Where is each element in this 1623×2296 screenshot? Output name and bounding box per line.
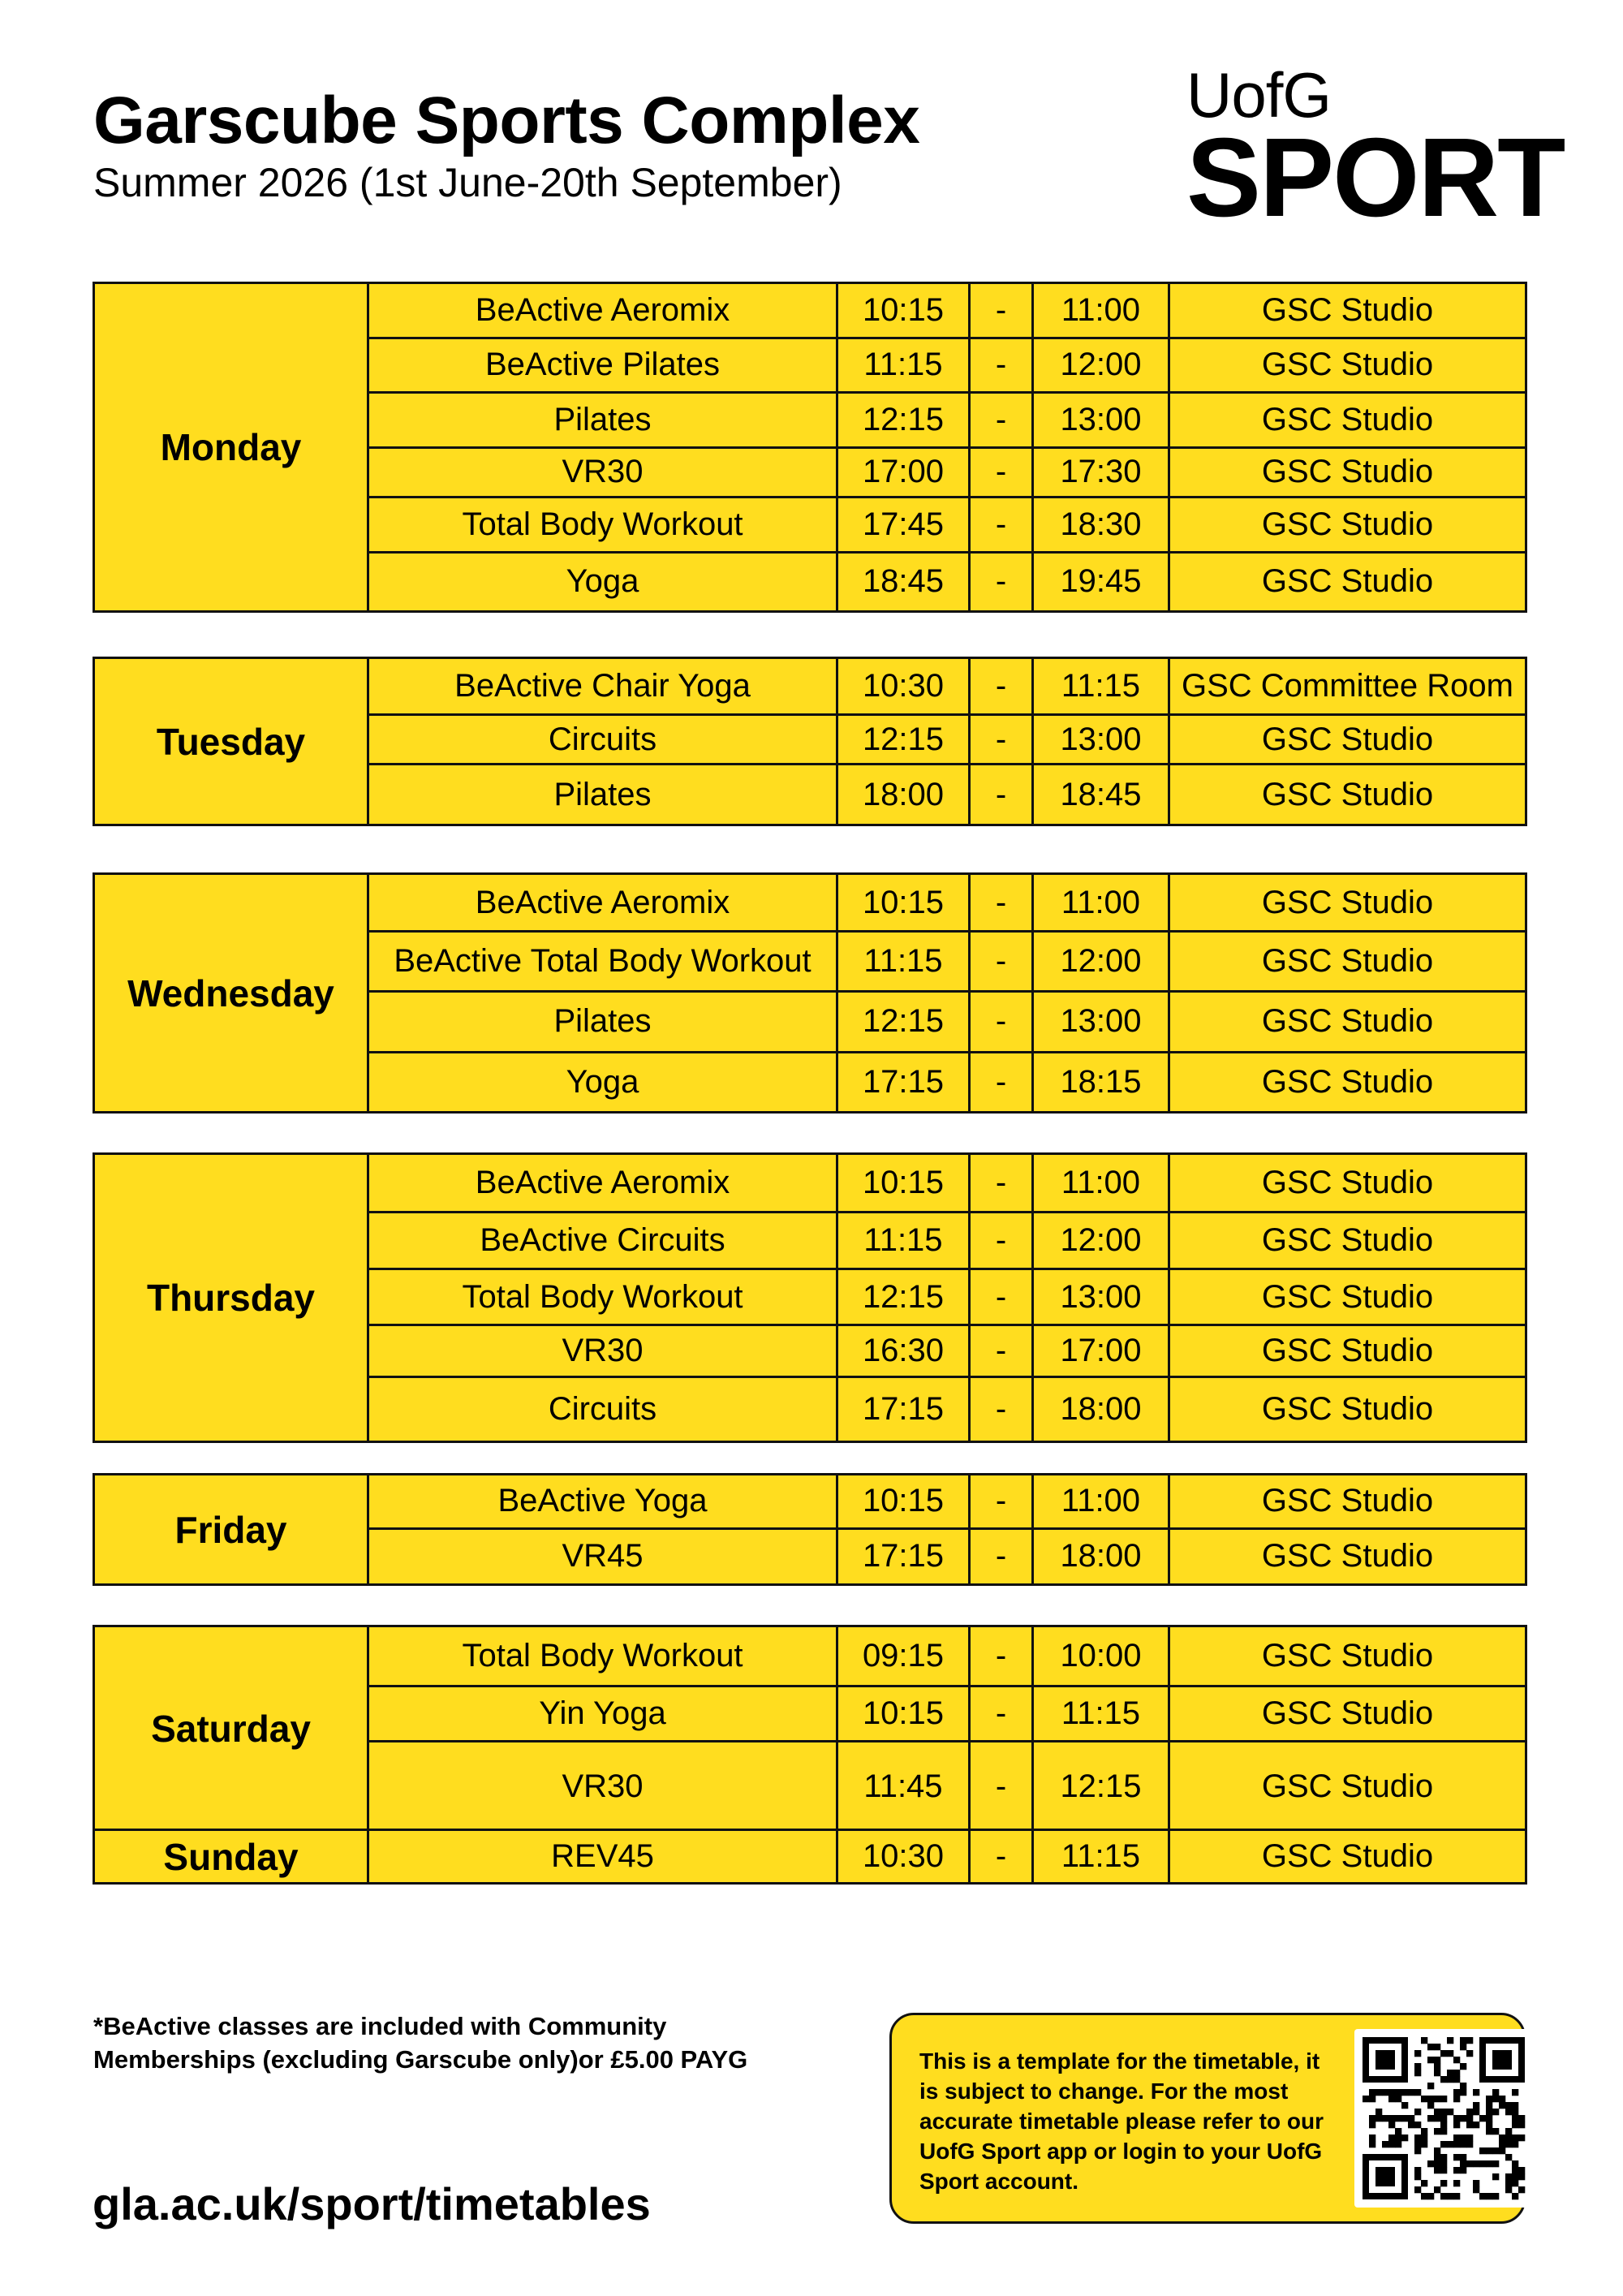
start-time: 10:15: [838, 1687, 971, 1740]
day-block-saturday: [93, 1625, 1527, 1833]
class-name: VR30: [369, 449, 838, 497]
class-location: GSC Studio: [1261, 563, 1434, 600]
class-row: [369, 1740, 1525, 1830]
class-location: GSC Studio: [1261, 291, 1434, 328]
start-time: 10:15: [838, 1475, 971, 1527]
end-time: 11:15: [1034, 659, 1170, 713]
day-name: Tuesday: [95, 659, 369, 824]
end-time: 11:00: [1034, 1475, 1170, 1527]
class-name: Circuits: [369, 716, 838, 763]
class-rows: [369, 284, 1525, 610]
start-time: 12:15: [838, 716, 971, 763]
start-time: 12:15: [838, 394, 971, 446]
end-time: 19:45: [1034, 554, 1170, 610]
start-time: 18:00: [838, 765, 971, 824]
end-time: 10:00: [1034, 1627, 1170, 1685]
end-time: 13:00: [1034, 993, 1170, 1051]
end-time: 18:00: [1034, 1378, 1170, 1441]
time-separator: -: [971, 554, 1034, 610]
class-location: GSC Studio: [1261, 1063, 1434, 1100]
class-row: [369, 763, 1525, 824]
end-time: 11:00: [1034, 875, 1170, 930]
class-row: [369, 1685, 1525, 1740]
class-name: Pilates: [369, 993, 838, 1051]
end-time: 11:15: [1034, 1687, 1170, 1740]
time-separator: -: [971, 1270, 1034, 1324]
start-time: 11:45: [838, 1742, 971, 1830]
start-time: 10:15: [838, 1155, 971, 1211]
class-location: GSC Studio: [1261, 1332, 1434, 1368]
class-row: [369, 1475, 1525, 1527]
start-time: 11:15: [838, 1213, 971, 1268]
qr-code-icon[interactable]: [1354, 2029, 1533, 2208]
class-rows: [369, 875, 1525, 1111]
time-separator: -: [971, 1213, 1034, 1268]
class-name: BeActive Circuits: [369, 1213, 838, 1268]
time-separator: -: [971, 875, 1034, 930]
class-row: [369, 659, 1525, 713]
class-name: Total Body Workout: [369, 1627, 838, 1685]
day-name: Monday: [95, 284, 369, 610]
time-separator: -: [971, 1378, 1034, 1441]
time-separator: -: [971, 498, 1034, 551]
class-name: Yoga: [369, 554, 838, 610]
time-separator: -: [971, 1155, 1034, 1211]
end-time: 13:00: [1034, 716, 1170, 763]
end-time: 12:15: [1034, 1742, 1170, 1830]
class-rows: [369, 659, 1525, 824]
class-location: GSC Studio: [1261, 1003, 1434, 1040]
class-rows: [369, 1155, 1525, 1441]
day-name: Wednesday: [95, 875, 369, 1111]
class-location: GSC Studio: [1261, 1278, 1434, 1315]
class-location: GSC Studio: [1261, 1638, 1434, 1674]
class-row: [369, 1527, 1525, 1583]
class-row: [369, 1155, 1525, 1211]
uofg-sport-logo: [1186, 59, 1565, 240]
class-row: [369, 1376, 1525, 1441]
day-name: Thursday: [95, 1155, 369, 1441]
class-row: [369, 446, 1525, 497]
page-subtitle: Summer 2026 (1st June-20th September): [93, 160, 842, 205]
start-time: 11:15: [838, 339, 971, 392]
end-time: 12:00: [1034, 339, 1170, 392]
class-location: GSC Studio: [1261, 1221, 1434, 1258]
class-row: [369, 990, 1525, 1051]
time-separator: -: [971, 1831, 1034, 1882]
class-name: BeActive Aeromix: [369, 1155, 838, 1211]
class-location: GSC Studio: [1261, 1390, 1434, 1427]
time-separator: -: [971, 339, 1034, 392]
class-location: GSC Committee Room: [1182, 667, 1513, 704]
time-separator: -: [971, 1053, 1034, 1111]
class-location: GSC Studio: [1261, 1164, 1434, 1200]
end-time: 17:00: [1034, 1326, 1170, 1375]
timetables-url[interactable]: gla.ac.uk/sport/timetables: [93, 2178, 651, 2229]
end-time: 12:00: [1034, 933, 1170, 989]
start-time: 11:15: [838, 933, 971, 989]
class-name: Total Body Workout: [369, 1270, 838, 1324]
day-block-thursday: [93, 1152, 1527, 1443]
end-time: 13:00: [1034, 394, 1170, 446]
start-time: 17:45: [838, 498, 971, 551]
class-rows: [369, 1831, 1525, 1882]
class-name: Circuits: [369, 1378, 838, 1441]
start-time: 12:15: [838, 1270, 971, 1324]
class-location: GSC Studio: [1261, 721, 1434, 757]
notice-text: This is a template for the timetable, it is subject to change. For the most accurate timetable please refer to our UofG Sport app or login to your UofG Sport account.: [919, 2048, 1324, 2194]
end-time: 12:00: [1034, 1213, 1170, 1268]
start-time: 10:15: [838, 875, 971, 930]
end-time: 17:30: [1034, 449, 1170, 497]
class-row: [369, 1831, 1525, 1882]
start-time: 09:15: [838, 1627, 971, 1685]
time-separator: -: [971, 716, 1034, 763]
day-block-monday: [93, 282, 1527, 613]
class-row: [369, 1051, 1525, 1111]
day-name: Friday: [95, 1475, 369, 1583]
time-separator: -: [971, 394, 1034, 446]
class-row: [369, 713, 1525, 763]
class-name: BeActive Chair Yoga: [369, 659, 838, 713]
class-row: [369, 284, 1525, 337]
class-name: VR30: [369, 1326, 838, 1375]
time-separator: -: [971, 284, 1034, 337]
class-name: BeActive Total Body Workout: [369, 933, 838, 989]
day-block-friday: [93, 1473, 1527, 1586]
time-separator: -: [971, 1475, 1034, 1527]
class-name: Yoga: [369, 1053, 838, 1111]
day-block-sunday: [93, 1829, 1527, 1885]
logo-bottom-text: SPORT: [1186, 115, 1565, 240]
time-separator: -: [971, 1627, 1034, 1685]
class-row: [369, 1324, 1525, 1375]
class-location: GSC Studio: [1261, 884, 1434, 920]
class-location: GSC Studio: [1261, 776, 1434, 812]
class-name: Pilates: [369, 765, 838, 824]
start-time: 12:15: [838, 993, 971, 1051]
time-separator: -: [971, 659, 1034, 713]
class-name: VR30: [369, 1742, 838, 1830]
start-time: 10:30: [838, 659, 971, 713]
logo-top-text: UofG: [1186, 59, 1332, 131]
class-name: BeActive Yoga: [369, 1475, 838, 1527]
start-time: 17:15: [838, 1378, 971, 1441]
class-name: Total Body Workout: [369, 498, 838, 551]
time-separator: -: [971, 993, 1034, 1051]
class-row: [369, 875, 1525, 930]
footnote: *BeActive classes are included with Community Memberships (excluding Garscube only)or £5.00 PAYG: [93, 2012, 748, 2074]
time-separator: -: [971, 1687, 1034, 1740]
class-location: GSC Studio: [1261, 1538, 1434, 1574]
class-row: [369, 1627, 1525, 1685]
end-time: 18:45: [1034, 765, 1170, 824]
class-name: VR45: [369, 1530, 838, 1583]
class-row: [369, 930, 1525, 989]
start-time: 10:15: [838, 284, 971, 337]
class-rows: [369, 1475, 1525, 1583]
page-title: Garscube Sports Complex: [93, 84, 920, 157]
class-location: GSC Studio: [1261, 1838, 1434, 1874]
class-location: GSC Studio: [1261, 1483, 1434, 1519]
day-name: Sunday: [95, 1831, 369, 1882]
day-block-tuesday: [93, 657, 1527, 826]
end-time: 18:00: [1034, 1530, 1170, 1583]
class-name: BeActive Aeromix: [369, 875, 838, 930]
class-name: BeActive Aeromix: [369, 284, 838, 337]
end-time: 18:30: [1034, 498, 1170, 551]
class-row: [369, 337, 1525, 392]
class-rows: [369, 1627, 1525, 1830]
class-name: BeActive Pilates: [369, 339, 838, 392]
class-row: [369, 496, 1525, 551]
start-time: 16:30: [838, 1326, 971, 1375]
class-name: REV45: [369, 1831, 838, 1882]
time-separator: -: [971, 1742, 1034, 1830]
class-location: GSC Studio: [1261, 942, 1434, 979]
start-time: 17:15: [838, 1530, 971, 1583]
class-row: [369, 391, 1525, 446]
time-separator: -: [971, 1326, 1034, 1375]
class-location: GSC Studio: [1261, 506, 1434, 543]
end-time: 13:00: [1034, 1270, 1170, 1324]
class-row: [369, 551, 1525, 610]
end-time: 11:00: [1034, 1155, 1170, 1211]
class-name: Yin Yoga: [369, 1687, 838, 1740]
class-row: [369, 1211, 1525, 1268]
start-time: 17:15: [838, 1053, 971, 1111]
time-separator: -: [971, 765, 1034, 824]
start-time: 17:00: [838, 449, 971, 497]
time-separator: -: [971, 1530, 1034, 1583]
start-time: 10:30: [838, 1831, 971, 1882]
class-location: GSC Studio: [1261, 454, 1434, 490]
day-block-wednesday: [93, 872, 1527, 1114]
end-time: 11:15: [1034, 1831, 1170, 1882]
class-name: Pilates: [369, 394, 838, 446]
time-separator: -: [971, 933, 1034, 989]
day-name: Saturday: [95, 1627, 369, 1830]
end-time: 18:15: [1034, 1053, 1170, 1111]
class-row: [369, 1268, 1525, 1324]
class-location: GSC Studio: [1261, 401, 1434, 437]
class-location: GSC Studio: [1261, 347, 1434, 383]
notice-box: [889, 2013, 1526, 2224]
time-separator: -: [971, 449, 1034, 497]
end-time: 11:00: [1034, 284, 1170, 337]
start-time: 18:45: [838, 554, 971, 610]
class-location: GSC Studio: [1261, 1695, 1434, 1732]
class-location: GSC Studio: [1261, 1768, 1434, 1804]
